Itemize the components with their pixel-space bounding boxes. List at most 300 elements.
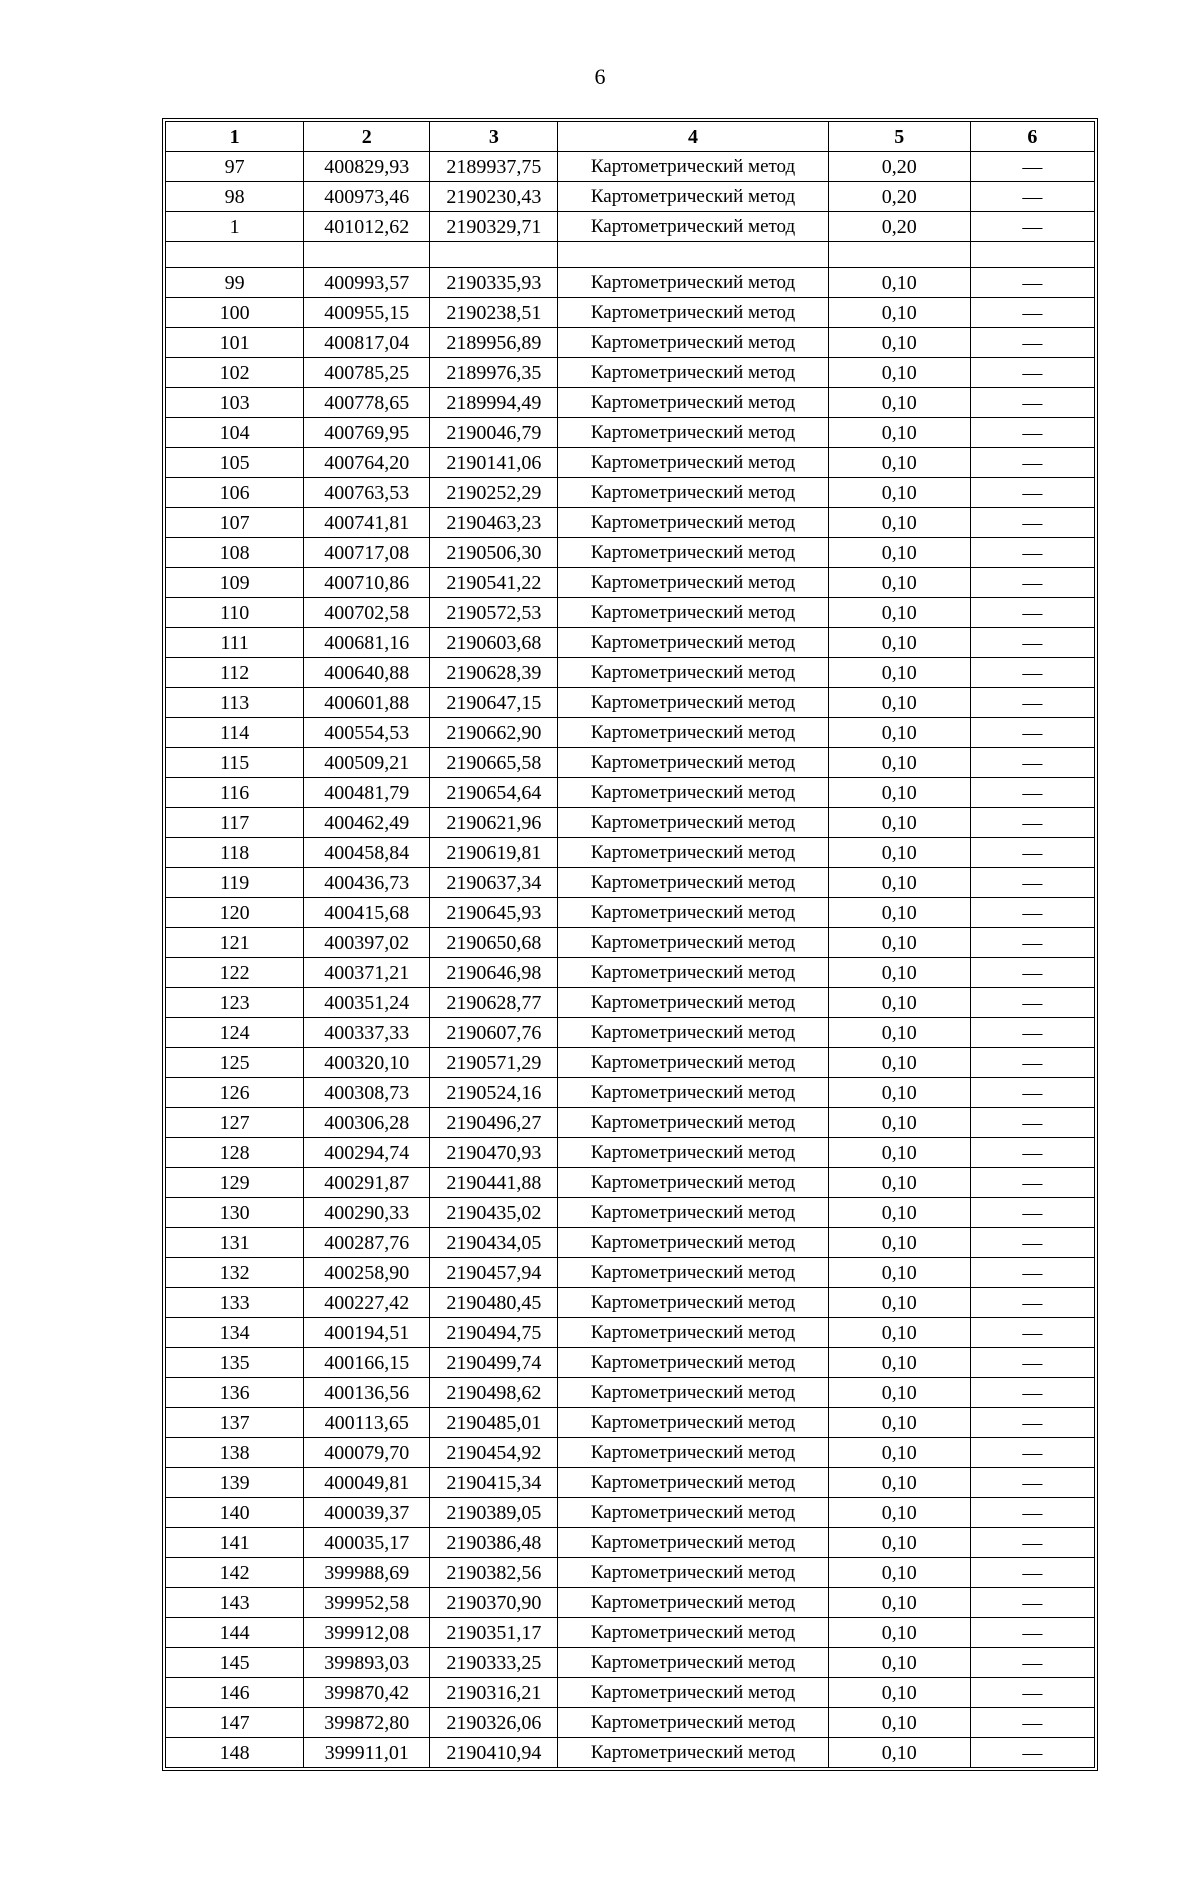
point-number-cell: 1	[166, 212, 304, 242]
x-coordinate-cell: 400320,10	[304, 1048, 430, 1078]
empty-cell	[970, 242, 1094, 268]
x-coordinate-cell: 399893,03	[304, 1648, 430, 1678]
method-cell: Картометрический метод	[558, 1408, 828, 1438]
note-cell: —	[970, 958, 1094, 988]
x-coordinate-cell: 400509,21	[304, 748, 430, 778]
note-cell: —	[970, 1198, 1094, 1228]
note-cell: —	[970, 298, 1094, 328]
y-coordinate-cell: 2190637,34	[430, 868, 558, 898]
note-cell: —	[970, 328, 1094, 358]
table-row	[166, 1048, 1095, 1078]
x-coordinate-cell: 400763,53	[304, 478, 430, 508]
note-cell: —	[970, 1258, 1094, 1288]
point-number-cell: 148	[166, 1738, 304, 1768]
x-coordinate-cell: 400462,49	[304, 808, 430, 838]
x-coordinate-cell: 399911,01	[304, 1738, 430, 1768]
error-cell: 0,10	[828, 1348, 970, 1378]
table-row	[166, 1558, 1095, 1588]
x-coordinate-cell: 400136,56	[304, 1378, 430, 1408]
method-cell: Картометрический метод	[558, 1678, 828, 1708]
point-number-cell: 131	[166, 1228, 304, 1258]
y-coordinate-cell: 2190603,68	[430, 628, 558, 658]
table-row	[166, 1168, 1095, 1198]
error-cell: 0,10	[828, 748, 970, 778]
note-cell: —	[970, 1318, 1094, 1348]
method-cell: Картометрический метод	[558, 1228, 828, 1258]
note-cell: —	[970, 418, 1094, 448]
x-coordinate-cell: 400785,25	[304, 358, 430, 388]
table-row	[166, 838, 1095, 868]
method-cell: Картометрический метод	[558, 1588, 828, 1618]
error-cell: 0,10	[828, 1678, 970, 1708]
method-cell: Картометрический метод	[558, 1498, 828, 1528]
y-coordinate-cell: 2190646,98	[430, 958, 558, 988]
table-header	[166, 122, 1095, 152]
coordinates-table	[165, 121, 1095, 1768]
point-number-cell: 117	[166, 808, 304, 838]
error-cell: 0,10	[828, 718, 970, 748]
method-cell: Картометрический метод	[558, 328, 828, 358]
x-coordinate-cell: 400817,04	[304, 328, 430, 358]
method-cell: Картометрический метод	[558, 1648, 828, 1678]
point-number-cell: 115	[166, 748, 304, 778]
point-number-cell: 113	[166, 688, 304, 718]
y-coordinate-cell: 2190647,15	[430, 688, 558, 718]
y-coordinate-cell: 2190382,56	[430, 1558, 558, 1588]
y-coordinate-cell: 2190496,27	[430, 1108, 558, 1138]
method-cell: Картометрический метод	[558, 658, 828, 688]
x-coordinate-cell: 400993,57	[304, 268, 430, 298]
point-number-cell: 105	[166, 448, 304, 478]
method-cell: Картометрический метод	[558, 928, 828, 958]
table-row	[166, 508, 1095, 538]
table-row	[166, 1708, 1095, 1738]
method-cell: Картометрический метод	[558, 1168, 828, 1198]
point-number-cell: 139	[166, 1468, 304, 1498]
note-cell: —	[970, 448, 1094, 478]
error-cell: 0,10	[828, 1258, 970, 1288]
note-cell: —	[970, 1528, 1094, 1558]
point-number-cell: 103	[166, 388, 304, 418]
method-cell: Картометрический метод	[558, 212, 828, 242]
x-coordinate-cell: 401012,62	[304, 212, 430, 242]
x-coordinate-cell: 400601,88	[304, 688, 430, 718]
table-row	[166, 928, 1095, 958]
point-number-cell: 144	[166, 1618, 304, 1648]
column-header-1: 1	[166, 122, 304, 152]
x-coordinate-cell: 400769,95	[304, 418, 430, 448]
error-cell: 0,10	[828, 418, 970, 448]
y-coordinate-cell: 2190351,17	[430, 1618, 558, 1648]
error-cell: 0,10	[828, 388, 970, 418]
method-cell: Картометрический метод	[558, 1258, 828, 1288]
point-number-cell: 106	[166, 478, 304, 508]
error-cell: 0,10	[828, 448, 970, 478]
y-coordinate-cell: 2190238,51	[430, 298, 558, 328]
error-cell: 0,10	[828, 1528, 970, 1558]
error-cell: 0,10	[828, 1438, 970, 1468]
point-number-cell: 127	[166, 1108, 304, 1138]
x-coordinate-cell: 400291,87	[304, 1168, 430, 1198]
note-cell: —	[970, 598, 1094, 628]
point-number-cell: 136	[166, 1378, 304, 1408]
note-cell: —	[970, 358, 1094, 388]
y-coordinate-cell: 2190498,62	[430, 1378, 558, 1408]
x-coordinate-cell: 399870,42	[304, 1678, 430, 1708]
point-number-cell: 146	[166, 1678, 304, 1708]
note-cell: —	[970, 1648, 1094, 1678]
y-coordinate-cell: 2189956,89	[430, 328, 558, 358]
x-coordinate-cell: 400079,70	[304, 1438, 430, 1468]
error-cell: 0,10	[828, 298, 970, 328]
point-number-cell: 134	[166, 1318, 304, 1348]
y-coordinate-cell: 2190370,90	[430, 1588, 558, 1618]
point-number-cell: 135	[166, 1348, 304, 1378]
point-number-cell: 145	[166, 1648, 304, 1678]
point-number-cell: 126	[166, 1078, 304, 1108]
table-row	[166, 1258, 1095, 1288]
x-coordinate-cell: 400554,53	[304, 718, 430, 748]
error-cell: 0,10	[828, 1048, 970, 1078]
table-row	[166, 748, 1095, 778]
point-number-cell: 104	[166, 418, 304, 448]
y-coordinate-cell: 2190252,29	[430, 478, 558, 508]
error-cell: 0,10	[828, 598, 970, 628]
note-cell: —	[970, 568, 1094, 598]
empty-cell	[166, 242, 304, 268]
y-coordinate-cell: 2190645,93	[430, 898, 558, 928]
method-cell: Картометрический метод	[558, 628, 828, 658]
note-cell: —	[970, 1228, 1094, 1258]
x-coordinate-cell: 400710,86	[304, 568, 430, 598]
point-number-cell: 116	[166, 778, 304, 808]
x-coordinate-cell: 400458,84	[304, 838, 430, 868]
empty-cell	[558, 242, 828, 268]
table-row	[166, 598, 1095, 628]
method-cell: Картометрический метод	[558, 358, 828, 388]
method-cell: Картометрический метод	[558, 1378, 828, 1408]
note-cell: —	[970, 152, 1094, 182]
y-coordinate-cell: 2189994,49	[430, 388, 558, 418]
point-number-cell: 138	[166, 1438, 304, 1468]
note-cell: —	[970, 1588, 1094, 1618]
point-number-cell: 112	[166, 658, 304, 688]
error-cell: 0,10	[828, 568, 970, 598]
method-cell: Картометрический метод	[558, 152, 828, 182]
note-cell: —	[970, 1678, 1094, 1708]
y-coordinate-cell: 2190470,93	[430, 1138, 558, 1168]
x-coordinate-cell: 400681,16	[304, 628, 430, 658]
point-number-cell: 118	[166, 838, 304, 868]
method-cell: Картометрический метод	[558, 1198, 828, 1228]
x-coordinate-cell: 400227,42	[304, 1288, 430, 1318]
method-cell: Картометрический метод	[558, 838, 828, 868]
x-coordinate-cell: 400640,88	[304, 658, 430, 688]
note-cell: —	[970, 1018, 1094, 1048]
y-coordinate-cell: 2190046,79	[430, 418, 558, 448]
method-cell: Картометрический метод	[558, 1348, 828, 1378]
x-coordinate-cell: 400337,33	[304, 1018, 430, 1048]
note-cell: —	[970, 778, 1094, 808]
x-coordinate-cell: 400973,46	[304, 182, 430, 212]
y-coordinate-cell: 2190485,01	[430, 1408, 558, 1438]
point-number-cell: 98	[166, 182, 304, 212]
y-coordinate-cell: 2190434,05	[430, 1228, 558, 1258]
error-cell: 0,10	[828, 478, 970, 508]
note-cell: —	[970, 1138, 1094, 1168]
error-cell: 0,10	[828, 1288, 970, 1318]
note-cell: —	[970, 1348, 1094, 1378]
error-cell: 0,10	[828, 628, 970, 658]
point-number-cell: 121	[166, 928, 304, 958]
x-coordinate-cell: 400166,15	[304, 1348, 430, 1378]
note-cell: —	[970, 808, 1094, 838]
table-row	[166, 988, 1095, 1018]
y-coordinate-cell: 2190410,94	[430, 1738, 558, 1768]
error-cell: 0,10	[828, 1648, 970, 1678]
error-cell: 0,10	[828, 1738, 970, 1768]
table-row	[166, 568, 1095, 598]
table-row	[166, 1318, 1095, 1348]
point-number-cell: 108	[166, 538, 304, 568]
method-cell: Картометрический метод	[558, 1468, 828, 1498]
error-cell: 0,10	[828, 1468, 970, 1498]
x-coordinate-cell: 399912,08	[304, 1618, 430, 1648]
x-coordinate-cell: 400035,17	[304, 1528, 430, 1558]
point-number-cell: 100	[166, 298, 304, 328]
method-cell: Картометрический метод	[558, 268, 828, 298]
method-cell: Картометрический метод	[558, 478, 828, 508]
y-coordinate-cell: 2190441,88	[430, 1168, 558, 1198]
table-row	[166, 1288, 1095, 1318]
y-coordinate-cell: 2190499,74	[430, 1348, 558, 1378]
y-coordinate-cell: 2190141,06	[430, 448, 558, 478]
y-coordinate-cell: 2190389,05	[430, 1498, 558, 1528]
column-header-3: 3	[430, 122, 558, 152]
x-coordinate-cell: 400308,73	[304, 1078, 430, 1108]
note-cell: —	[970, 838, 1094, 868]
method-cell: Картометрический метод	[558, 1708, 828, 1738]
y-coordinate-cell: 2190494,75	[430, 1318, 558, 1348]
error-cell: 0,20	[828, 182, 970, 212]
y-coordinate-cell: 2190654,64	[430, 778, 558, 808]
method-cell: Картометрический метод	[558, 688, 828, 718]
y-coordinate-cell: 2190572,53	[430, 598, 558, 628]
table-row	[166, 268, 1095, 298]
y-coordinate-cell: 2190415,34	[430, 1468, 558, 1498]
method-cell: Картометрический метод	[558, 538, 828, 568]
point-number-cell: 142	[166, 1558, 304, 1588]
error-cell: 0,10	[828, 1198, 970, 1228]
x-coordinate-cell: 400778,65	[304, 388, 430, 418]
method-cell: Картометрический метод	[558, 778, 828, 808]
point-number-cell: 122	[166, 958, 304, 988]
note-cell: —	[970, 1108, 1094, 1138]
point-number-cell: 133	[166, 1288, 304, 1318]
method-cell: Картометрический метод	[558, 1078, 828, 1108]
error-cell: 0,10	[828, 1618, 970, 1648]
x-coordinate-cell: 400351,24	[304, 988, 430, 1018]
y-coordinate-cell: 2190541,22	[430, 568, 558, 598]
table-row	[166, 212, 1095, 242]
method-cell: Картометрический метод	[558, 508, 828, 538]
point-number-cell: 132	[166, 1258, 304, 1288]
note-cell: —	[970, 478, 1094, 508]
x-coordinate-cell: 400415,68	[304, 898, 430, 928]
table-row	[166, 1378, 1095, 1408]
y-coordinate-cell: 2189937,75	[430, 152, 558, 182]
error-cell: 0,10	[828, 688, 970, 718]
point-number-cell: 114	[166, 718, 304, 748]
y-coordinate-cell: 2190628,39	[430, 658, 558, 688]
x-coordinate-cell: 400397,02	[304, 928, 430, 958]
point-number-cell: 128	[166, 1138, 304, 1168]
note-cell: —	[970, 1078, 1094, 1108]
table-row	[166, 1588, 1095, 1618]
x-coordinate-cell: 400741,81	[304, 508, 430, 538]
table-row	[166, 478, 1095, 508]
header-row	[166, 122, 1095, 152]
method-cell: Картометрический метод	[558, 808, 828, 838]
table-row	[166, 1018, 1095, 1048]
note-cell: —	[970, 1738, 1094, 1768]
error-cell: 0,10	[828, 958, 970, 988]
error-cell: 0,10	[828, 1108, 970, 1138]
point-number-cell: 120	[166, 898, 304, 928]
table-row	[166, 1138, 1095, 1168]
point-number-cell: 111	[166, 628, 304, 658]
method-cell: Картометрический метод	[558, 598, 828, 628]
y-coordinate-cell: 2190316,21	[430, 1678, 558, 1708]
note-cell: —	[970, 1288, 1094, 1318]
error-cell: 0,10	[828, 1588, 970, 1618]
table-row	[166, 628, 1095, 658]
point-number-cell: 140	[166, 1498, 304, 1528]
note-cell: —	[970, 538, 1094, 568]
point-number-cell: 99	[166, 268, 304, 298]
method-cell: Картометрический метод	[558, 448, 828, 478]
error-cell: 0,10	[828, 988, 970, 1018]
point-number-cell: 125	[166, 1048, 304, 1078]
note-cell: —	[970, 1408, 1094, 1438]
method-cell: Картометрический метод	[558, 898, 828, 928]
table-row	[166, 1678, 1095, 1708]
point-number-cell: 97	[166, 152, 304, 182]
x-coordinate-cell: 400049,81	[304, 1468, 430, 1498]
table-row	[166, 298, 1095, 328]
method-cell: Картометрический метод	[558, 298, 828, 328]
x-coordinate-cell: 400764,20	[304, 448, 430, 478]
x-coordinate-cell: 400306,28	[304, 1108, 430, 1138]
y-coordinate-cell: 2190326,06	[430, 1708, 558, 1738]
point-number-cell: 102	[166, 358, 304, 388]
table-row	[166, 778, 1095, 808]
y-coordinate-cell: 2190665,58	[430, 748, 558, 778]
y-coordinate-cell: 2190480,45	[430, 1288, 558, 1318]
x-coordinate-cell: 400113,65	[304, 1408, 430, 1438]
method-cell: Картометрический метод	[558, 1318, 828, 1348]
y-coordinate-cell: 2190463,23	[430, 508, 558, 538]
note-cell: —	[970, 868, 1094, 898]
point-number-cell: 130	[166, 1198, 304, 1228]
table-row	[166, 658, 1095, 688]
table-row	[166, 1618, 1095, 1648]
error-cell: 0,10	[828, 358, 970, 388]
table-row	[166, 1348, 1095, 1378]
error-cell: 0,10	[828, 1168, 970, 1198]
note-cell: —	[970, 718, 1094, 748]
point-number-cell: 110	[166, 598, 304, 628]
note-cell: —	[970, 1708, 1094, 1738]
note-cell: —	[970, 268, 1094, 298]
error-cell: 0,10	[828, 328, 970, 358]
x-coordinate-cell: 400294,74	[304, 1138, 430, 1168]
point-number-cell: 147	[166, 1708, 304, 1738]
point-number-cell: 141	[166, 1528, 304, 1558]
table-row	[166, 418, 1095, 448]
note-cell: —	[970, 628, 1094, 658]
error-cell: 0,10	[828, 868, 970, 898]
note-cell: —	[970, 748, 1094, 778]
method-cell: Картометрический метод	[558, 748, 828, 778]
note-cell: —	[970, 1438, 1094, 1468]
method-cell: Картометрический метод	[558, 988, 828, 1018]
note-cell: —	[970, 1378, 1094, 1408]
x-coordinate-cell: 400287,76	[304, 1228, 430, 1258]
point-number-cell: 123	[166, 988, 304, 1018]
method-cell: Картометрический метод	[558, 568, 828, 598]
table-row	[166, 538, 1095, 568]
y-coordinate-cell: 2190650,68	[430, 928, 558, 958]
note-cell: —	[970, 928, 1094, 958]
error-cell: 0,10	[828, 1138, 970, 1168]
table-row	[166, 448, 1095, 478]
coordinates-table-frame	[162, 118, 1098, 1771]
column-header-6: 6	[970, 122, 1094, 152]
table-row	[166, 1498, 1095, 1528]
note-cell: —	[970, 658, 1094, 688]
y-coordinate-cell: 2190457,94	[430, 1258, 558, 1288]
y-coordinate-cell: 2190571,29	[430, 1048, 558, 1078]
x-coordinate-cell: 399988,69	[304, 1558, 430, 1588]
y-coordinate-cell: 2190386,48	[430, 1528, 558, 1558]
note-cell: —	[970, 1048, 1094, 1078]
y-coordinate-cell: 2190607,76	[430, 1018, 558, 1048]
table-row	[166, 358, 1095, 388]
error-cell: 0,10	[828, 1378, 970, 1408]
y-coordinate-cell: 2190662,90	[430, 718, 558, 748]
note-cell: —	[970, 1498, 1094, 1528]
column-header-4: 4	[558, 122, 828, 152]
point-number-cell: 101	[166, 328, 304, 358]
table-row	[166, 898, 1095, 928]
column-header-2: 2	[304, 122, 430, 152]
note-cell: —	[970, 388, 1094, 418]
x-coordinate-cell: 400039,37	[304, 1498, 430, 1528]
method-cell: Картометрический метод	[558, 1528, 828, 1558]
method-cell: Картометрический метод	[558, 1738, 828, 1768]
error-cell: 0,10	[828, 658, 970, 688]
empty-cell	[430, 242, 558, 268]
y-coordinate-cell: 2190435,02	[430, 1198, 558, 1228]
error-cell: 0,10	[828, 778, 970, 808]
point-number-cell: 137	[166, 1408, 304, 1438]
table-row	[166, 688, 1095, 718]
error-cell: 0,10	[828, 1228, 970, 1258]
x-coordinate-cell: 400717,08	[304, 538, 430, 568]
error-cell: 0,10	[828, 1408, 970, 1438]
note-cell: —	[970, 212, 1094, 242]
